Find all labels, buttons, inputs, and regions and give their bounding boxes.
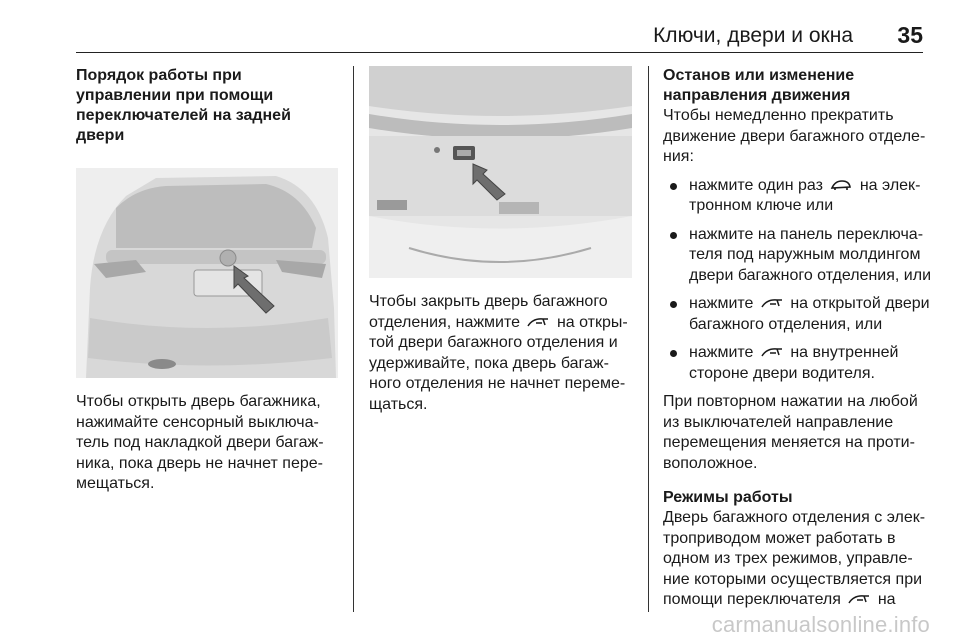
close-instruction xyxy=(369,292,634,415)
modes-text: Дверь багажного отделения с электроприводом может работать в одном из трех режимов, управление которыми осуществляется при помощи переключателя на xyxy=(663,509,926,608)
section-heading: Порядок работы при управлении при помощи переключателей на задней двери xyxy=(76,67,291,144)
list-item: нажмите на внутренней стороне двери водителя. xyxy=(663,343,931,384)
column-divider xyxy=(353,66,354,612)
close-instruction-end: на открытой двери багажного отделения и удерживайте, пока дверь багажного отделения не начнет перемещаться. xyxy=(369,313,628,413)
stop-intro: Чтобы немедленно прекратить движение двери багажного отделения: xyxy=(663,107,926,165)
tailgate-icon xyxy=(761,346,783,358)
tailgate-icon xyxy=(761,297,783,309)
stop-methods-list xyxy=(663,176,931,385)
car-key-icon xyxy=(830,179,852,191)
list-item: нажмите на панель переключателя под наружным молдингом двери багажного отделения, или xyxy=(663,225,931,287)
page-number: 35 xyxy=(897,22,923,48)
list-item: нажмите на открытой двери багажного отделения, или xyxy=(663,294,931,335)
tailgate-interior-figure xyxy=(369,66,632,278)
tailgate-icon xyxy=(527,316,549,328)
list-item: нажмите один раз на электронном ключе или xyxy=(663,176,931,217)
bullet-icon xyxy=(670,183,677,190)
column-left xyxy=(76,66,338,495)
reverse-direction-text: При повторном нажатии на любой из выключателей направление перемещения меняется на противоположное. xyxy=(663,393,918,472)
section-heading: Режимы работы xyxy=(663,489,793,506)
section-heading: Останов или изменение направления движения xyxy=(663,67,855,104)
column-divider xyxy=(648,66,649,612)
tailgate-icon xyxy=(848,593,870,605)
bullet-icon xyxy=(670,232,677,239)
column-middle xyxy=(369,66,634,415)
header-title: Ключи, двери и окна xyxy=(653,24,853,47)
page-header xyxy=(76,22,923,53)
close-instruction-start: Чтобы закрыть дверь багажного отделения, нажмите xyxy=(369,293,608,331)
bullet-icon xyxy=(670,301,677,308)
tailgate-exterior-figure xyxy=(76,168,338,378)
watermark: carmanualsonline.info xyxy=(711,612,930,637)
open-instruction: Чтобы открыть дверь багажника, нажимайте сенсорный выключатель под накладкой двери багажника, пока дверь не начнет перемещаться. xyxy=(76,393,324,492)
column-right xyxy=(663,66,931,611)
bullet-icon xyxy=(670,350,677,357)
